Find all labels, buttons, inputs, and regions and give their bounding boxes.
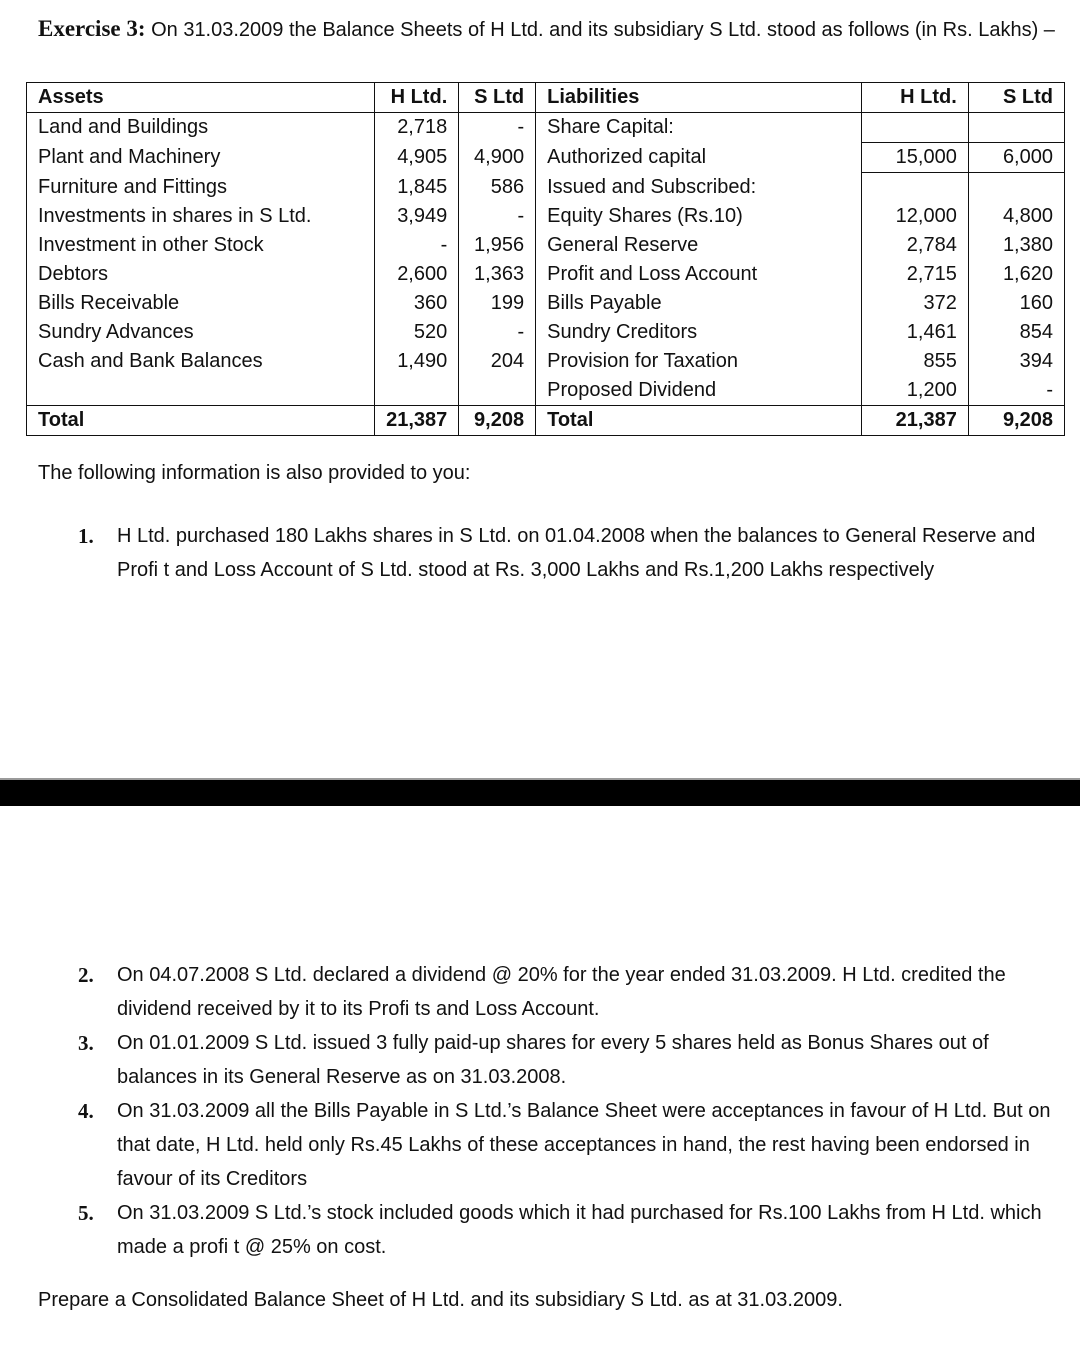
asset-s-value: 204 bbox=[459, 347, 536, 376]
liability-name: Issued and Subscribed: bbox=[536, 173, 862, 203]
asset-h-value: 3,949 bbox=[375, 202, 459, 231]
asset-h-value: 360 bbox=[375, 289, 459, 318]
asset-h-value bbox=[375, 376, 459, 406]
asset-name: Plant and Machinery bbox=[27, 143, 375, 173]
liability-h-value: 1,200 bbox=[861, 376, 968, 406]
total-liabilities-h: 21,387 bbox=[861, 406, 968, 436]
total-assets-h: 21,387 bbox=[375, 406, 459, 436]
prepare-instruction: Prepare a Consolidated Balance Sheet of H Ltd. and its subsidiary S Ltd. as at 31.03.2009. bbox=[38, 1289, 843, 1311]
asset-s-value: 1,363 bbox=[459, 260, 536, 289]
liability-s-value: 6,000 bbox=[968, 143, 1064, 173]
asset-h-value: 520 bbox=[375, 318, 459, 347]
asset-s-value: 586 bbox=[459, 173, 536, 203]
info-intro: The following information is also provided to you: bbox=[38, 462, 471, 484]
asset-h-value: 4,905 bbox=[375, 143, 459, 173]
table-row bbox=[27, 289, 1065, 318]
asset-h-value: 2,600 bbox=[375, 260, 459, 289]
header-liab-s-ltd: S Ltd bbox=[968, 83, 1064, 113]
exercise-label: Exercise 3: bbox=[38, 16, 146, 41]
notes-list-bottom bbox=[78, 958, 1058, 1264]
total-row bbox=[27, 406, 1065, 436]
liability-s-value: 4,800 bbox=[968, 202, 1064, 231]
list-item bbox=[78, 1026, 1058, 1094]
asset-name: Debtors bbox=[27, 260, 375, 289]
liability-name: Provision for Taxation bbox=[536, 347, 862, 376]
note-number: 4. bbox=[78, 1099, 94, 1123]
liability-name: Equity Shares (Rs.10) bbox=[536, 202, 862, 231]
asset-name: Investments in shares in S Ltd. bbox=[27, 202, 375, 231]
liability-h-value: 372 bbox=[861, 289, 968, 318]
liability-s-value: 1,620 bbox=[968, 260, 1064, 289]
liability-name: Authorized capital bbox=[536, 143, 862, 173]
liability-h-value: 1,461 bbox=[861, 318, 968, 347]
total-liabilities-label: Total bbox=[536, 406, 862, 436]
asset-name: Furniture and Fittings bbox=[27, 173, 375, 203]
note-number: 2. bbox=[78, 963, 94, 987]
table-row bbox=[27, 347, 1065, 376]
asset-s-value bbox=[459, 376, 536, 406]
list-item bbox=[78, 1196, 1058, 1264]
list-item bbox=[78, 1094, 1058, 1196]
asset-name bbox=[27, 376, 375, 406]
asset-name: Land and Buildings bbox=[27, 113, 375, 143]
table-row bbox=[27, 143, 1065, 173]
asset-s-value: 199 bbox=[459, 289, 536, 318]
header-liabilities: Liabilities bbox=[536, 83, 862, 113]
table-row bbox=[27, 260, 1065, 289]
table-row bbox=[27, 231, 1065, 260]
notes-list-top bbox=[78, 519, 1058, 587]
total-liabilities-s: 9,208 bbox=[968, 406, 1064, 436]
liability-s-value: 854 bbox=[968, 318, 1064, 347]
liability-s-value: - bbox=[968, 376, 1064, 406]
liability-h-value: 2,784 bbox=[861, 231, 968, 260]
list-item bbox=[78, 519, 1058, 587]
liability-h-value: 12,000 bbox=[861, 202, 968, 231]
table-header-row bbox=[27, 83, 1065, 113]
table-row bbox=[27, 202, 1065, 231]
total-assets-label: Total bbox=[27, 406, 375, 436]
liability-h-value: 2,715 bbox=[861, 260, 968, 289]
asset-name: Sundry Advances bbox=[27, 318, 375, 347]
asset-name: Bills Receivable bbox=[27, 289, 375, 318]
asset-name: Cash and Bank Balances bbox=[27, 347, 375, 376]
liability-name: Share Capital: bbox=[536, 113, 862, 143]
asset-s-value: - bbox=[459, 318, 536, 347]
liability-name: Proposed Dividend bbox=[536, 376, 862, 406]
note-number: 1. bbox=[78, 524, 94, 548]
page-divider bbox=[0, 778, 1080, 806]
asset-h-value: 1,490 bbox=[375, 347, 459, 376]
note-number: 3. bbox=[78, 1031, 94, 1055]
liability-h-value bbox=[861, 113, 968, 143]
note-text: On 01.01.2009 S Ltd. issued 3 fully paid-up shares for every 5 shares held as Bonus Shares out of balances in its General Reserve as on 31.03.2008. bbox=[117, 1032, 989, 1088]
liability-name: Bills Payable bbox=[536, 289, 862, 318]
note-text: On 31.03.2009 all the Bills Payable in S Ltd.’s Balance Sheet were acceptances in favour of H Ltd. But on that date, H Ltd. held only Rs.45 Lakhs of these acceptances in hand, the rest having been endorsed in favour of its Creditors bbox=[117, 1100, 1051, 1190]
liability-h-value: 15,000 bbox=[861, 143, 968, 173]
asset-h-value: 2,718 bbox=[375, 113, 459, 143]
liability-s-value bbox=[968, 173, 1064, 203]
asset-h-value: - bbox=[375, 231, 459, 260]
liability-s-value: 394 bbox=[968, 347, 1064, 376]
asset-s-value: 1,956 bbox=[459, 231, 536, 260]
total-assets-s: 9,208 bbox=[459, 406, 536, 436]
table-row bbox=[27, 113, 1065, 143]
header-s-ltd: S Ltd bbox=[459, 83, 536, 113]
header-h-ltd: H Ltd. bbox=[375, 83, 459, 113]
exercise-intro bbox=[38, 12, 1058, 47]
note-text: On 04.07.2008 S Ltd. declared a dividend @ 20% for the year ended 31.03.2009. H Ltd. credited the dividend received by it to its Profi ts and Loss Account. bbox=[117, 964, 1006, 1020]
table-row bbox=[27, 376, 1065, 406]
asset-s-value: - bbox=[459, 113, 536, 143]
liability-h-value: 855 bbox=[861, 347, 968, 376]
liability-s-value: 160 bbox=[968, 289, 1064, 318]
table-row bbox=[27, 173, 1065, 203]
list-item bbox=[78, 958, 1058, 1026]
liability-s-value bbox=[968, 113, 1064, 143]
header-liab-h-ltd: H Ltd. bbox=[861, 83, 968, 113]
liability-name: General Reserve bbox=[536, 231, 862, 260]
asset-s-value: - bbox=[459, 202, 536, 231]
exercise-text: On 31.03.2009 the Balance Sheets of H Ltd. and its subsidiary S Ltd. stood as follows (in Rs. Lakhs) – bbox=[151, 19, 1055, 41]
note-number: 5. bbox=[78, 1201, 94, 1225]
note-text: H Ltd. purchased 180 Lakhs shares in S Ltd. on 01.04.2008 when the balances to General Reserve and Profi t and Loss Account of S Ltd. stood at Rs. 3,000 Lakhs and Rs.1,200 Lakhs respectively bbox=[117, 525, 1036, 581]
asset-name: Investment in other Stock bbox=[27, 231, 375, 260]
table-row bbox=[27, 318, 1065, 347]
note-text: On 31.03.2009 S Ltd.’s stock included goods which it had purchased for Rs.100 Lakhs from H Ltd. which made a profi t @ 25% on cost. bbox=[117, 1202, 1042, 1258]
header-assets: Assets bbox=[27, 83, 375, 113]
balance-sheet-table bbox=[26, 82, 1065, 436]
liability-name: Profit and Loss Account bbox=[536, 260, 862, 289]
asset-h-value: 1,845 bbox=[375, 173, 459, 203]
liability-name: Sundry Creditors bbox=[536, 318, 862, 347]
liability-s-value: 1,380 bbox=[968, 231, 1064, 260]
liability-h-value bbox=[861, 173, 968, 203]
asset-s-value: 4,900 bbox=[459, 143, 536, 173]
